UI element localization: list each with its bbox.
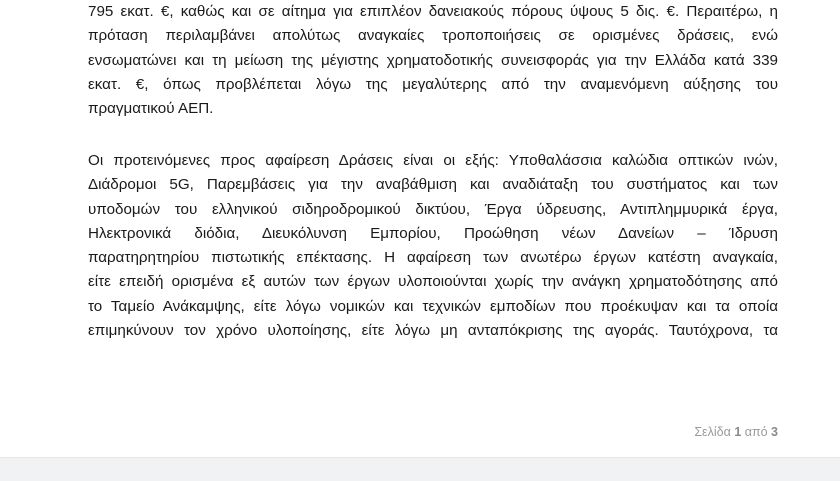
current-page-number: 1 (734, 425, 742, 439)
of-word: από (744, 425, 768, 439)
text-line: πρόταση περιλαμβάνει απολύτως αναγκαίες τροποποιήσεις σε ορισμένες δράσεις, ενώ (88, 27, 778, 45)
text-line: Οι προτεινόμενες προς αφαίρεση Δράσεις είναι οι εξής: Υποθαλάσσια καλώδια οπτικών ινών, (88, 152, 778, 169)
text-line: το Ταμείο Ανάκαμψης, είτε λόγω νομικών και τεχνικών εμποδίων που προέκυψαν και τα οποία (88, 297, 778, 315)
total-pages-number: 3 (771, 425, 778, 439)
text-line: εκατ. €, όπως προβλέπεται λόγω της μεγαλύτερης από την αναμενόμενη αύξησης του (88, 75, 778, 93)
text-line: παρατηρητηρίου πιστωτικής επέκτασης. Η αφαίρεση των ανωτέρω έργων κατέστη αναγκαία, (88, 249, 778, 267)
text-line: Διάδρομοι 5G, Παρεμβάσεις για την αναβάθμιση και αναδιάταξη του συστήματος και των (88, 176, 778, 194)
paragraph-1 (88, 0, 778, 121)
text-line: είτε επειδή ορισμένα εξ αυτών των έργων υλοποιούνται χωρίς την ανάγκη χρηματοδότησης από (88, 273, 778, 291)
text-line: 795 εκατ. €, καθώς και σε αίτημα για επιπλέον δανειακούς πόρους ύψους 5 δις. €. Περαιτέρω, η (88, 3, 778, 20)
page-number-footer (694, 425, 778, 439)
text-line: ενσωματώνει και τη μείωση της μέγιστης χρηματοδοτικής συνεισφοράς για την Ελλάδα κατά 339 (88, 51, 778, 69)
page-bottom-separator (0, 457, 840, 481)
text-line: Ηλεκτρονικά διόδια, Διευκόλυνση Εμπορίου, Προώθηση νέων Δανείων – Ίδρυση (88, 224, 778, 242)
paragraph-2 (88, 149, 778, 343)
page-word: Σελίδα (694, 425, 731, 439)
text-line: πραγματικού ΑΕΠ. (88, 100, 214, 118)
text-line: επιμηκύνουν τον χρόνο υλοποίησης, είτε λόγω μη ανταπόκρισης της αγοράς. Ταυτόχρονα, τα (88, 322, 778, 340)
text-line: υποδομών του ελληνικού σιδηροδρομικού δικτύου, Έργα ύδρευσης, Αντιπλημμυρικά έργα, (88, 200, 778, 218)
